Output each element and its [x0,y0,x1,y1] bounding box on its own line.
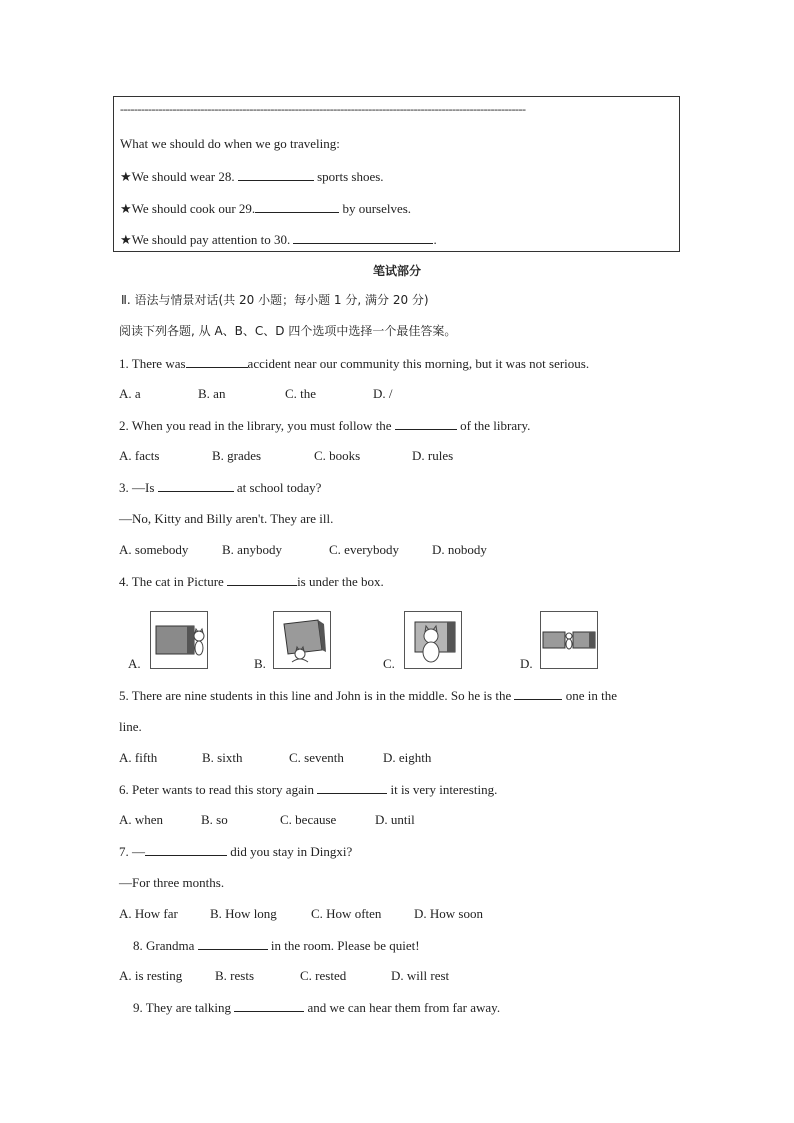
q4-stem-end: is under the box. [297,574,384,589]
item-30-post: . [433,232,437,247]
listening-summary-box [113,96,680,252]
q4-option-c[interactable]: C. [383,656,395,671]
q6-stem: 6. Peter wants to read this story again [119,782,314,797]
q4-option-b[interactable]: B. [254,656,266,671]
q2-option-b[interactable]: B. grades [212,448,262,463]
question-5 [119,687,617,704]
q6-option-b[interactable]: B. so [201,812,228,827]
q6-stem-end: it is very interesting. [390,782,498,797]
item-30 [120,231,437,248]
cat-under-box-icon [274,612,330,668]
q8-stem-end: in the room. Please be quiet! [270,938,420,953]
cat-in-front-of-box-icon [405,612,461,668]
q1-option-b[interactable]: B. an [198,386,226,401]
item-29 [120,200,411,217]
q1-stem: 1. There was [119,356,186,371]
picture-d[interactable] [540,611,598,669]
box-heading: What we should do when we go traveling: [120,136,340,151]
q2-blank[interactable] [395,417,457,430]
question-7 [119,843,352,860]
q7-option-d[interactable]: D. How soon [414,906,483,921]
question-6 [119,781,497,798]
q7-stem: 7. — [119,844,145,859]
q8-stem: 8. Grandma [133,938,195,953]
q5-continuation: line. [119,719,142,734]
q9-blank[interactable] [234,999,304,1012]
q4-option-d[interactable]: D. [520,656,533,671]
q8-option-d[interactable]: D. will rest [391,968,450,983]
picture-b[interactable] [273,611,331,669]
q9-stem-end: and we can hear them from far away. [307,1000,501,1015]
q1-option-a[interactable]: A. a [119,386,141,401]
q3-option-d[interactable]: D. nobody [432,542,487,557]
q5-option-b[interactable]: B. sixth [202,750,243,765]
q7-blank[interactable] [145,843,227,856]
item-28-post: sports shoes. [317,169,384,184]
q3-blank[interactable] [158,479,234,492]
blank-29[interactable] [255,200,339,213]
q1-option-d[interactable]: D. / [373,386,393,401]
question-1 [119,355,589,372]
q3-stem: 3. —Is [119,480,155,495]
blank-30[interactable] [293,231,433,244]
part2-instruction: 阅读下列各题, 从 A、B、C、D 四个选项中选择一个最佳答案。 [119,324,457,338]
q3-stem-end: at school today? [236,480,322,495]
item-29-pre: ★We should cook our 29. [120,201,256,216]
item-28-pre: ★We should wear 28. [120,169,235,184]
q1-blank[interactable] [186,355,248,368]
q7-option-b[interactable]: B. How long [210,906,277,921]
picture-c[interactable] [404,611,462,669]
q7-stem-end: did you stay in Dingxi? [230,844,353,859]
item-29-post: by ourselves. [342,201,412,216]
q3-option-c[interactable]: C. everybody [329,542,400,557]
q7-reply: —For three months. [119,875,225,890]
q2-option-a[interactable]: A. facts [119,448,160,463]
q6-blank[interactable] [317,781,387,794]
q1-option-c[interactable]: C. the [285,386,317,401]
q5-option-d[interactable]: D. eighth [383,750,432,765]
question-3 [119,479,321,496]
blank-28[interactable] [238,168,314,181]
q5-stem-end: one in the [565,688,617,703]
q5-blank[interactable] [514,687,562,700]
picture-a[interactable] [150,611,208,669]
item-30-pre: ★We should pay attention to 30. [120,232,291,247]
part2-heading: Ⅱ. 语法与情景对话(共 20 小题；每小题 1 分, 满分 20 分) [121,293,429,307]
q7-option-c[interactable]: C. How often [311,906,382,921]
section-title: 笔试部分 [372,264,421,278]
q3-option-a[interactable]: A. somebody [119,542,189,557]
q2-option-c[interactable]: C. books [314,448,361,463]
q4-stem: 4. The cat in Picture [119,574,224,589]
q6-option-c[interactable]: C. because [280,812,337,827]
question-9 [133,999,500,1016]
q3-option-b[interactable]: B. anybody [222,542,282,557]
q8-option-b[interactable]: B. rests [215,968,254,983]
q1-stem-end: accident near our community this morning, but it was not serious. [247,356,590,371]
q9-stem: 9. They are talking [133,1000,231,1015]
question-8 [133,937,420,954]
q7-option-a[interactable]: A. How far [119,906,178,921]
q4-blank[interactable] [227,573,297,586]
q2-option-d[interactable]: D. rules [412,448,454,463]
question-2 [119,417,530,434]
q5-option-c[interactable]: C. seventh [289,750,344,765]
q6-option-d[interactable]: D. until [375,812,415,827]
q2-stem: 2. When you read in the library, you must follow the [119,418,392,433]
q4-option-a[interactable]: A. [128,656,141,671]
q5-stem: 5. There are nine students in this line and John is in the middle. So he is the [119,688,512,703]
q8-option-c[interactable]: C. rested [300,968,347,983]
cat-between-boxes-icon [541,612,597,668]
question-4 [119,573,384,590]
q6-option-a[interactable]: A. when [119,812,164,827]
q8-option-a[interactable]: A. is resting [119,968,183,983]
q8-blank[interactable] [198,937,268,950]
dashed-separator: -------------------------------------------------------------------------------------------------------------------- [120,102,526,116]
q5-option-a[interactable]: A. fifth [119,750,158,765]
q2-stem-end: of the library. [460,418,531,433]
q3-reply: —No, Kitty and Billy aren't. They are ill. [119,511,334,526]
cat-beside-box-icon [151,612,207,668]
item-28 [120,168,384,185]
